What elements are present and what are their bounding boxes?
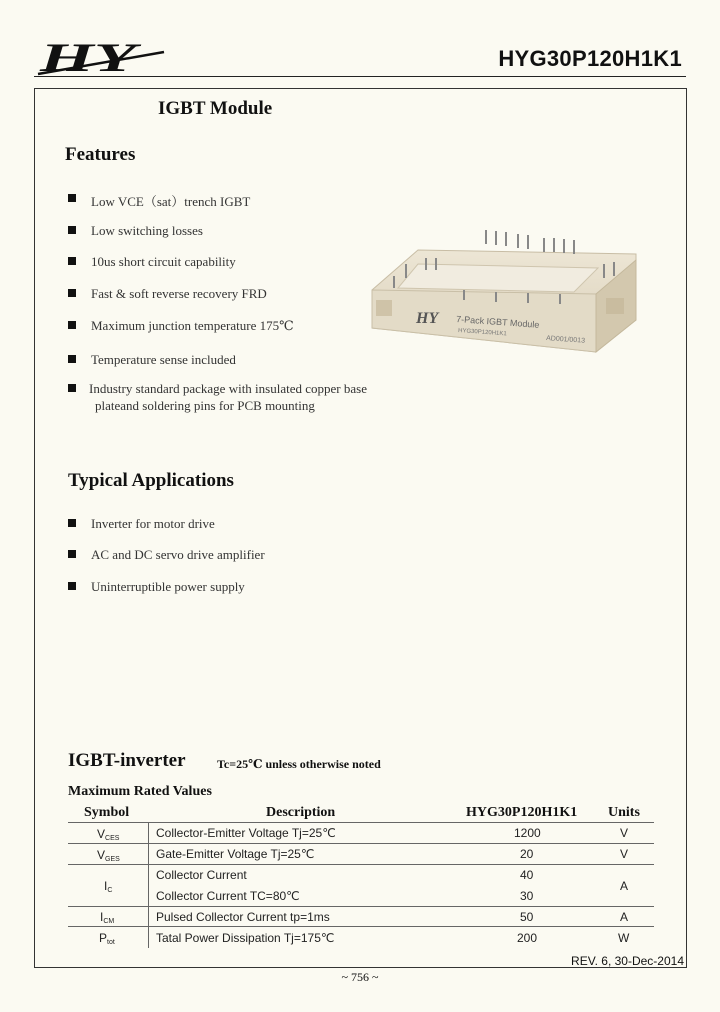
revision-date: REV. 6, 30-Dec-2014 — [571, 954, 684, 968]
bullet-icon — [68, 550, 76, 558]
bullet-icon — [68, 194, 76, 202]
max-rated-values-heading: Maximum Rated Values — [68, 784, 212, 799]
bullet-icon — [68, 582, 76, 590]
table-row-symbol: $I_{CM}$ — [100, 910, 115, 925]
table-row-value: 1200 — [514, 826, 541, 840]
table-row-value: 20 — [520, 847, 534, 861]
table-row-description: Collector Current TC=80℃ — [156, 889, 300, 903]
table-row-symbol: $I_C$ — [104, 879, 113, 894]
applications-list: Inverter for motor drive AC and DC servo drive amplifier Uninterruptible power supply — [68, 516, 368, 596]
features-heading: Features — [65, 144, 136, 165]
table-rule — [68, 822, 654, 823]
col-header-part: HYG30P120H1K1 — [466, 805, 578, 820]
table-row-value: 200 — [517, 931, 538, 945]
col-header-symbol: Symbol — [84, 805, 130, 820]
table-row-description: Pulsed Collector Current tp=1ms — [156, 910, 330, 924]
hy-logo — [36, 38, 171, 78]
col-header-description: Description — [266, 805, 336, 820]
bullet-icon — [68, 355, 76, 363]
table-row-symbol: $P_{tot}$ — [99, 931, 115, 946]
table-row-unit: A — [620, 879, 629, 893]
table-row-symbol: $V_{GES}$ — [97, 848, 120, 863]
table-row-value: 50 — [520, 910, 534, 924]
table-row-unit: V — [620, 826, 629, 840]
header-rule — [34, 76, 686, 77]
table-row-unit: W — [618, 931, 630, 945]
table-rule — [68, 926, 654, 927]
table-rule — [68, 843, 654, 844]
bullet-icon — [68, 519, 76, 527]
table-rule — [68, 864, 654, 865]
table-row-description: Gate-Emitter Voltage Tj=25℃ — [156, 847, 315, 861]
table-row-description: Collector Current — [156, 868, 247, 882]
bullet-icon — [68, 289, 76, 297]
table-row-value: 30 — [520, 889, 534, 903]
table-row-symbol: $V_{CES}$ — [97, 827, 120, 842]
module-part: HYG30P120H1K1 — [457, 328, 507, 338]
part-number: HYG30P120H1K1 — [498, 46, 682, 71]
table-row-description: Collector-Emitter Voltage Tj=25℃ — [156, 826, 336, 840]
module-logo: HY — [416, 310, 439, 327]
logo-text: HY — [38, 38, 143, 78]
table-row-unit: A — [620, 910, 629, 924]
bullet-icon — [68, 321, 76, 329]
bullet-icon — [68, 226, 76, 234]
applications-heading: Typical Applications — [68, 470, 234, 491]
features-list: Low VCE（sat）trench IGBT Low switching losses 10us short circuit capability Fast & soft reverse recovery FRD Maximum junction temperature 175℃ Temperature sense included Industry standard package with insulated copper base plateand soldering pins for PCB mounting — [68, 191, 398, 421]
igbt-inverter-note: Tc=25℃ unless otherwise noted — [217, 757, 381, 771]
page-number: ~ 756 ~ — [341, 970, 379, 984]
page-title: IGBT Module — [158, 98, 273, 119]
table-divider — [148, 822, 149, 948]
module-code: AD001/0013 — [545, 335, 586, 345]
table-row-unit: V — [620, 847, 629, 861]
table-row-value: 40 — [520, 868, 534, 882]
bullet-icon — [68, 257, 76, 265]
bullet-icon — [68, 384, 76, 392]
table-row-description: Tatal Power Dissipation Tj=175℃ — [156, 931, 335, 945]
module-label: 7-Pack IGBT Module — [455, 314, 540, 330]
table-rule — [68, 906, 654, 907]
igbt-inverter-heading: IGBT-inverter — [68, 750, 186, 771]
igbt-module-image — [368, 220, 640, 360]
col-header-units: Units — [608, 805, 640, 820]
